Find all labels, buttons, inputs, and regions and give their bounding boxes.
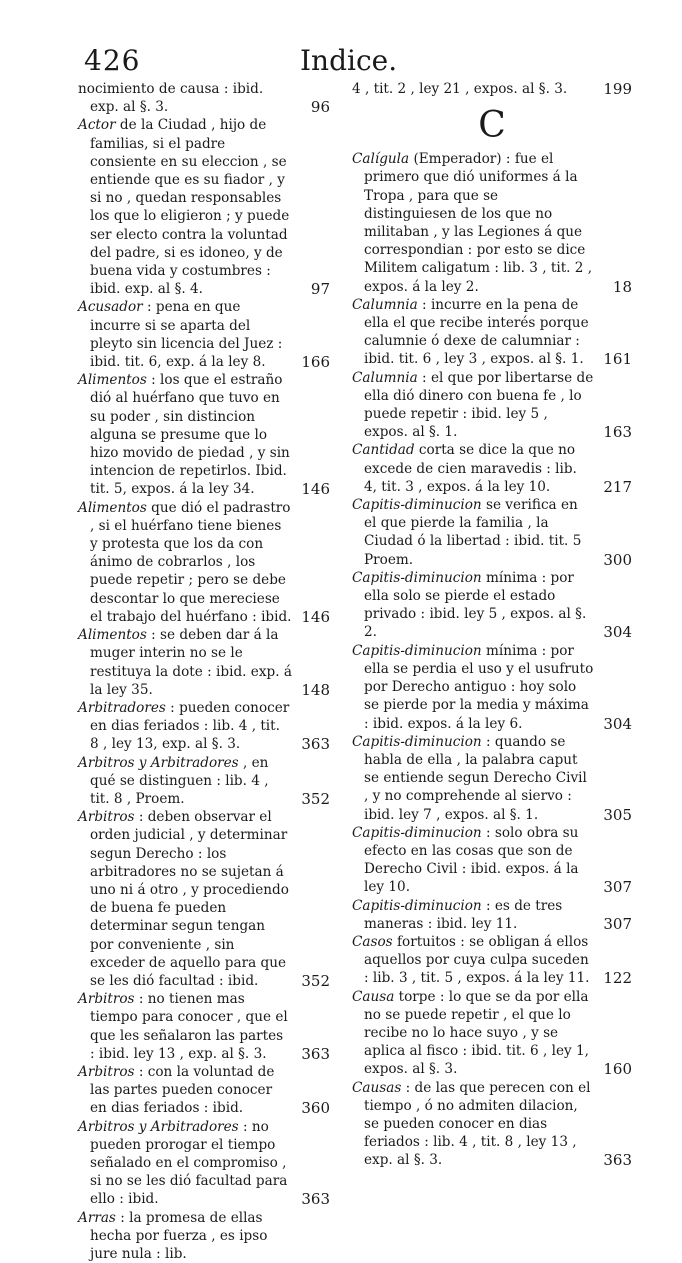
entry-text: : es de tres maneras : ibid. ley 11. [364,897,563,932]
right-column [352,80,632,1170]
index-entry [78,298,330,371]
index-entry [78,1118,330,1209]
entry-headword: Arbitros [78,991,135,1008]
entry-headword: Arbitros [78,809,135,826]
entry-text: : no tienen mas tiempo para conocer , que el que les señalaron las partes : ibid. ley 13 , exp. al §. 3. [90,991,288,1062]
entry-headword: Arbitradores [78,699,166,716]
entry-headword: Causa [352,988,395,1005]
page-header [0,40,682,80]
entry-headword: Calumnia [352,296,418,313]
entry-headword: Alimentos [78,372,147,389]
index-entry [352,369,632,442]
entry-text: : pena en que incurre si se aparta del pleyto sin licencia del Juez : ibid. tit. 6, exp. á la ley 8. [90,299,283,371]
entry-headword: Arbitros y Arbitradores [78,1118,239,1135]
entry-text: : pueden conocer en dias feriados : lib. 4 , tit. 8 , ley 13, exp. al §. 3. [90,699,290,753]
entry-headword: Calígula [352,151,410,168]
entry-text: mínima : por ella solo se pierde el estado privado : ibid. ley 5 , expos. al §. 2. [364,569,587,641]
index-entry [78,1063,330,1118]
entry-headword: Arbitros y Arbitradores [78,754,239,771]
continued-entry [352,80,632,98]
entry-page-ref: 307 [603,914,632,933]
entry-page-ref: 363 [603,1151,632,1170]
index-entry [78,699,330,754]
entry-text: : quando se habla de ella , la palabra caput se entiende segun Derecho Civil , y no comprehende al siervo : ibid. ley 7 , expos. al §. 1. [364,733,587,823]
entry-text: 4 , tit. 2 , ley 21 , expos. al §. 3. [352,81,568,97]
entry-headword: Arbitros [78,1063,135,1080]
entry-text: : incurre en la pena de ella el que recibe interés porque calumnie ó dexe de calumniar : ibid. tit. 6 , ley 3 , expos. al §. 1. [364,296,589,368]
entry-page-ref: 300 [603,550,632,569]
index-entry [352,496,632,569]
entry-headword: Capitis-diminucion [352,897,482,914]
entry-text: : deben observar el orden judicial , y determinar segun Derecho : los arbitradores no se sujetan á uno ni á otro , y procediendo de buena fe pueden determinar segun tengan por conveniente , sin exceder de aquello para que se les dió facultad : ibid. [90,809,289,989]
index-entry [78,371,330,498]
entry-text: que dió el padrastro , si el huérfano tiene bienes y protesta que los da con ánimo de cobrarlos , los puede repetir ; pero se debe descontar lo que mereciese el trabajo del huérfano : ibid. [90,499,292,625]
entry-headword: Capitis-diminucion [352,497,482,514]
entry-page-ref: 166 [301,353,330,372]
entry-headword: Actor [78,117,116,134]
entry-page-ref: 146 [301,607,330,626]
entry-page-ref: 161 [603,350,632,369]
entry-text: fortuitos : se obligan á ellos aquellos por cuya culpa suceden : lib. 3 , tit. 5 , expos. á la ley 11. [364,933,590,987]
entry-headword: Calumnia [352,369,418,386]
entry-text: de la Ciudad , hijo de familias, si el padre consiente en su eleccion , se entiende que es su fiador , y si no , quedan responsables los que lo eligieron ; y puede ser electo contra la voluntad del padre, si es idoneo, y de buena vida y costumbres : ibid. exp. al §. 4. [90,117,290,298]
entry-page-ref: 304 [603,714,632,733]
entry-headword: Acusador [78,299,143,316]
entry-page-ref: 148 [301,680,330,699]
index-entry [352,441,632,496]
entry-text: torpe : lo que se da por ella no se puede repetir , el que lo recibe no lo hace suyo , y se aplica al fisco : ibid. tit. 6 , ley 1, expos. al §. 3. [364,988,590,1078]
entry-text: nocimiento de causa : ibid. exp. al §. 3. [78,81,264,116]
entry-headword: Capitis-diminucion [352,733,482,750]
entry-page-ref: 360 [301,1099,330,1118]
entry-headword: Alimentos [78,627,147,644]
entry-text: corta se dice la que no excede de cien maravedis : lib. 4, tit. 3 , expos. á la ley 10. [364,442,577,495]
entry-page-ref: 199 [603,80,632,98]
entry-headword: Causas [352,1079,402,1096]
entry-text: : la promesa de ellas hecha por fuerza , es ipso jure nula : lib. [90,1209,268,1262]
entry-text: : el que por libertarse de ella dió dinero con buena fe , lo puede repetir : ibid. ley 5 , expos. al §. 1. [364,369,594,441]
index-entry [78,116,330,298]
index-entry [352,824,632,897]
index-entry [352,296,632,369]
entry-page-ref: 352 [301,971,330,990]
index-entry [78,990,330,1063]
entry-text: se verifica en el que pierde la familia , la Ciudad ó la libertad : ibid. tit. 5 Proem. [364,497,582,568]
entry-page-ref: 363 [301,735,330,754]
right-entries [352,150,632,1169]
page-number: 426 [84,44,141,77]
entry-page-ref: 18 [612,277,632,296]
entry-headword: Casos [352,933,393,950]
index-entry [352,988,632,1079]
page-title: Indice. [300,44,398,77]
index-entry [352,933,632,988]
index-entry [78,754,330,809]
entry-headword: Capitis-diminucion [352,642,482,659]
entry-text: : los que el estraño dió al huérfano que tuvo en su poder , sin distincion alguna se presume que lo hizo movido de piedad , y sin intencion de repetirlos. Ibid. tit. 5, expos. á la ley 34. [90,372,290,498]
index-entry [352,569,632,642]
entry-text: mínima : por ella se perdia el uso y el usufruto por Derecho antiguo : hoy solo se pierde por la media y máxima : ibid. expos. á la ley 6. [364,642,594,732]
entry-text: : de las que perecen con el tiempo , ó no admiten dilacion, se pueden conocer en dias feriados : lib. 4 , tit. 8 , ley 13 , exp. al §. 3. [364,1079,591,1169]
entry-headword: Capitis-diminucion [352,569,482,586]
entry-text: : con la voluntad de las partes pueden conocer en dias feriados : ibid. [90,1063,275,1117]
entry-page-ref: 304 [603,623,632,642]
index-entry [78,80,330,116]
entry-headword: Cantidad [352,442,415,459]
left-column [78,80,330,1263]
entry-page-ref: 97 [310,280,330,299]
entry-text: , en qué se distinguen : lib. 4 , tit. 8 , Proem. [90,754,269,807]
index-entry [78,808,330,990]
index-entry [78,626,330,699]
entry-text: : se deben dar á la muger interin no se le restituya la dote : ibid. exp. á la ley 35. [90,627,292,698]
entry-page-ref: 305 [603,805,632,824]
entry-headword: Arras [78,1209,116,1226]
section-letter: C [478,105,506,147]
entry-text: (Emperador) : fue el primero que dió uniformes á la Tropa , para que se distinguiesen de los que no militaban , y las Legiones á que correspondian : por esto se dice Militem caligatum : lib. 3 , tit. 2 , expos. á la ley 2. [364,151,593,295]
entry-headword: Alimentos [78,499,147,516]
entry-page-ref: 96 [310,98,330,117]
entry-page-ref: 217 [603,477,632,496]
index-entry [352,1079,632,1170]
index-entry [78,499,330,626]
entry-page-ref: 160 [603,1060,632,1079]
entry-page-ref: 307 [603,878,632,897]
entry-text: : solo obra su efecto en las cosas que son de Derecho Civil : ibid. expos. á la ley 10. [364,824,579,896]
entry-page-ref: 122 [603,969,632,988]
entry-text: : no pueden prorogar el tiempo señalado en el compromiso , si no se les dió facultad para ello : ibid. [90,1118,288,1208]
index-entry [352,150,632,296]
entry-page-ref: 146 [301,480,330,499]
index-entry [352,642,632,733]
entry-page-ref: 363 [301,1190,330,1209]
index-entry [352,733,632,824]
entry-page-ref: 163 [603,423,632,442]
entry-page-ref: 363 [301,1044,330,1063]
entry-headword: Capitis-diminucion [352,824,482,841]
index-entry [352,897,632,933]
entry-page-ref: 352 [301,789,330,808]
index-entry [78,1209,330,1263]
